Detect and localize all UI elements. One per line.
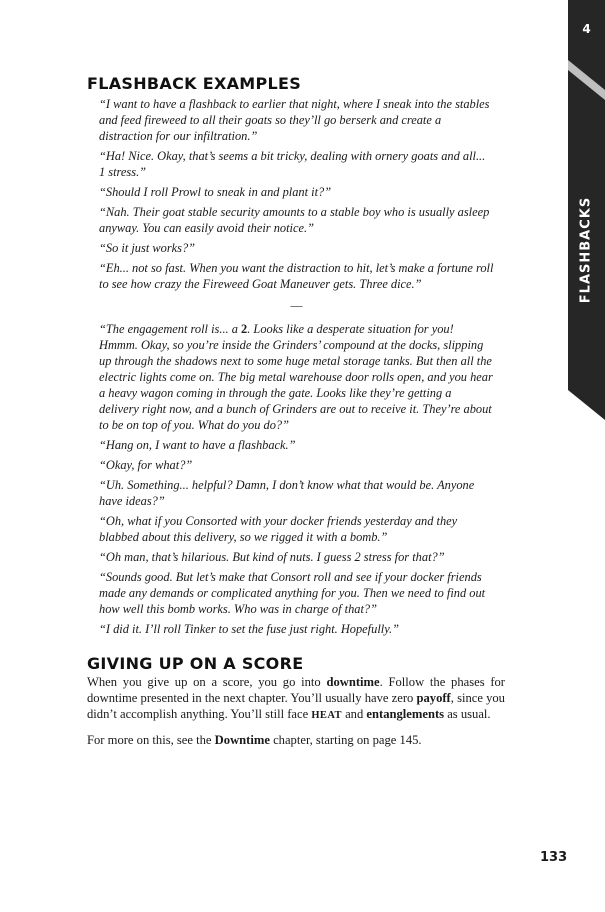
term-entanglements: entanglements — [366, 707, 445, 721]
dialogue-line: “Ha! Nice. Okay, that’s seems a bit tricky, dealing with ornery goats and all... 1 stress.” — [99, 149, 486, 179]
dialogue-line: “Nah. Their goat stable security amounts to a stable boy who is usually asleep anyway. You can easily avoid their notice.” — [99, 205, 490, 235]
section-heading-giving-up: GIVING UP ON A SCORE — [87, 654, 304, 673]
term-downtime-chapter: Downtime — [214, 733, 270, 747]
dialogue-line: “Okay, for what?” — [99, 458, 193, 472]
dialogue-line: “Sounds good. But let’s make that Consort roll and see if your docker friends made any demands or complicated anything for you. Then we need to find out how well this bomb works. Who was in charge of that?” — [99, 570, 486, 616]
text-run: and — [341, 707, 367, 721]
page-number: 133 — [540, 850, 568, 865]
giving-up-body — [87, 674, 505, 756]
body-paragraph — [87, 732, 505, 748]
term-payoff: payoff — [416, 691, 451, 705]
dialogue-line: “Oh, what if you Consorted with your docker friends yesterday and they blabbed about this delivery, so we rigged it with a bomb.” — [99, 514, 458, 544]
dialogue-line: “Oh man, that’s hilarious. But kind of nuts. I guess 2 stress for that?” — [99, 550, 445, 564]
chapter-number: 4 — [582, 22, 591, 36]
tab-notch-line — [568, 60, 605, 100]
term-heat: HEAT — [311, 710, 342, 721]
text-run: , since you didn’t accomplish anything. You’ll still face — [87, 691, 505, 721]
text-run: For more on this, see the — [87, 733, 215, 747]
dialogue-line: “Eh... not so fast. When you want the distraction to hit, let’s make a fortune roll to see how crazy the Fireweed Goat Maneuver gets. Three dice.” — [99, 261, 494, 291]
engagement-roll-value: 2 — [241, 322, 248, 336]
tab-bottom-cut — [568, 390, 605, 432]
dialogue-line: “Should I roll Prowl to sneak in and plant it?” — [99, 185, 332, 199]
text-run: . Follow the phases for downtime presented in the next chapter. You’ll usually have zero — [87, 675, 505, 705]
engagement-intro: “The engagement roll is... a — [99, 322, 242, 336]
text-run: chapter, starting on page 145. — [269, 733, 422, 747]
dialogue-line: “So it just works?” — [99, 241, 196, 255]
section-divider: — — [290, 298, 303, 312]
text-run: as usual. — [444, 707, 491, 721]
chapter-tab-label: FLASHBACKS — [578, 196, 594, 304]
engagement-rest: . Looks like a desperate situation for you! Hmmm. Okay, so you’re inside the Grinders’ compound at the docks, slipping up through the shadows next to some huge metal storage tanks. But then all the electric lights come on. The big metal warehouse door rolls open, and you hear a heavy wagon coming in through the gate. Looks like they’re getting a delivery right now, and a bunch of Grinders are out to receive it. They’re about to be on top of you. What do you do?” — [99, 322, 493, 432]
dialogue-line: “Hang on, I want to have a flashback.” — [99, 438, 296, 452]
body-paragraph — [87, 674, 505, 724]
section-heading-flashback-examples: FLASHBACK EXAMPLES — [87, 74, 302, 93]
dialogue-line: “I want to have a flashback to earlier that night, where I sneak into the stables and feed fireweed to all their goats so they’ll go berserk and create a distraction for our infiltration.” — [99, 97, 490, 143]
dialogue-line: “I did it. I’ll roll Tinker to set the fuse just right. Hopefully.” — [99, 622, 400, 636]
text-run: When you give up on a score, you go into — [87, 675, 327, 689]
engagement-paragraph — [99, 321, 494, 433]
dialogue-block — [99, 96, 494, 641]
term-downtime: downtime — [326, 675, 380, 689]
dialogue-line: “Uh. Something... helpful? Damn, I don’t know what that would be. Anyone have ideas?” — [99, 478, 475, 508]
